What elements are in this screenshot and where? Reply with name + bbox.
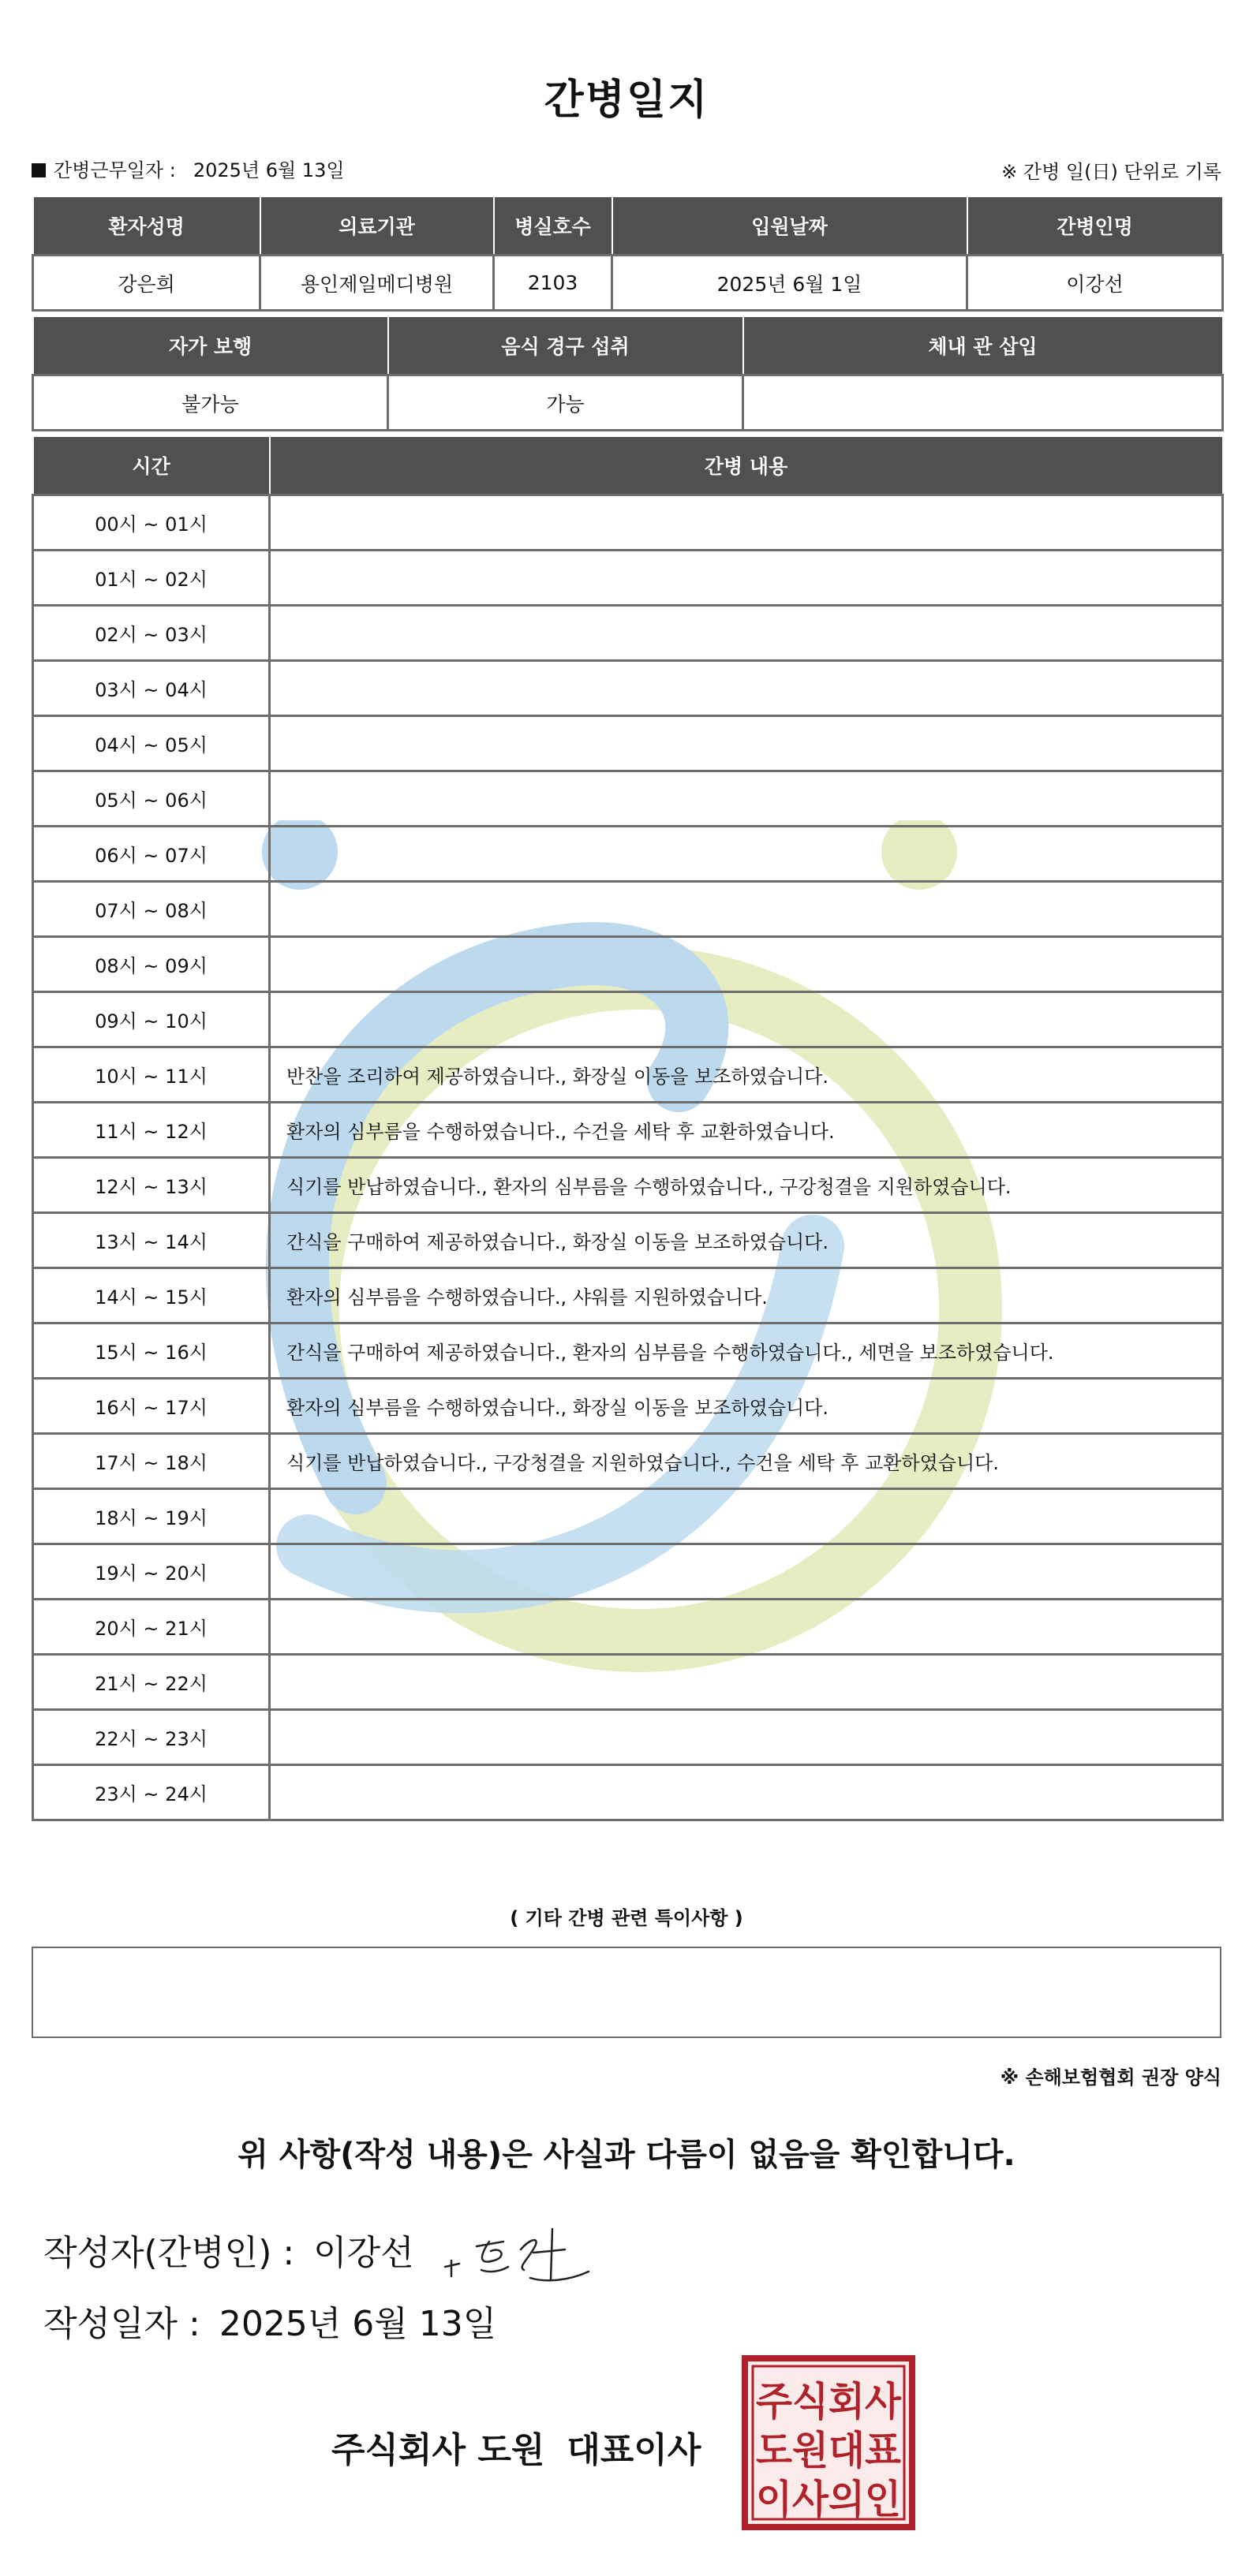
work-date-row [32, 155, 345, 182]
log-row [33, 1600, 1223, 1655]
log-time-cell: 09시 ~ 10시 [33, 992, 270, 1047]
log-time-cell: 13시 ~ 14시 [33, 1213, 270, 1268]
written-date-row [43, 2295, 496, 2346]
log-row [33, 716, 1223, 771]
writer-row [43, 2224, 414, 2275]
log-content-cell: 반찬을 조리하여 제공하였습니다., 화장실 이동을 보조하였습니다. [270, 1047, 1223, 1103]
log-time-cell: 04시 ~ 05시 [33, 716, 270, 771]
log-time-cell: 05시 ~ 06시 [33, 771, 270, 827]
log-content-cell [270, 992, 1223, 1047]
log-content-cell: 환자의 심부름을 수행하였습니다., 화장실 이동을 보조하였습니다. [270, 1379, 1223, 1434]
log-row [33, 1544, 1223, 1600]
log-row [33, 661, 1223, 716]
status-header: 음식 경구 섭취 [388, 317, 743, 375]
log-time-cell: 07시 ~ 08시 [33, 882, 270, 937]
log-row [33, 882, 1223, 937]
company-name: 주식회사 도원 [331, 2430, 545, 2470]
status-header: 자가 보행 [33, 317, 388, 375]
status-header: 체내 관 삽입 [743, 317, 1223, 375]
handwritten-signature [442, 2215, 600, 2286]
log-body [33, 495, 1223, 1820]
log-content-cell [270, 771, 1223, 827]
log-time-cell: 03시 ~ 04시 [33, 661, 270, 716]
log-content-cell: 식기를 반납하였습니다., 환자의 심부름을 수행하였습니다., 구강청결을 지원하였습니다. [270, 1158, 1223, 1213]
tube-status [743, 375, 1223, 431]
patient-status-table [32, 317, 1224, 431]
status-value-row [33, 375, 1223, 431]
company-row [331, 2421, 701, 2472]
caregiver-name: 이강선 [967, 256, 1223, 311]
log-time-cell: 01시 ~ 02시 [33, 551, 270, 606]
log-row [33, 1268, 1223, 1323]
log-row [33, 827, 1223, 882]
log-row [33, 1323, 1223, 1379]
log-time-cell: 12시 ~ 13시 [33, 1158, 270, 1213]
status-header-row [33, 317, 1223, 375]
log-content-cell [270, 1710, 1223, 1765]
log-content-cell [270, 551, 1223, 606]
log-content-cell: 환자의 심부름을 수행하였습니다., 수건을 세탁 후 교환하였습니다. [270, 1103, 1223, 1158]
log-content-cell: 환자의 심부름을 수행하였습니다., 샤워를 지원하였습니다. [270, 1268, 1223, 1323]
content-header: 간병 내용 [270, 437, 1223, 495]
log-time-cell: 18시 ~ 19시 [33, 1489, 270, 1544]
patient-header: 환자성명 [33, 197, 260, 256]
special-notes-title: ( 기타 간병 관련 특이사항 ) [510, 1907, 743, 1929]
log-row [33, 1434, 1223, 1489]
patient-header: 간병인명 [967, 197, 1223, 256]
patient-info-table [32, 197, 1224, 312]
log-row [33, 551, 1223, 606]
log-time-cell: 21시 ~ 22시 [33, 1655, 270, 1710]
log-row [33, 937, 1223, 992]
hospital-name: 용인제일메디병원 [260, 256, 494, 311]
log-header-row [33, 437, 1223, 495]
oral-intake-status: 가능 [388, 375, 743, 431]
writer-label: 작성자(간병인) : [43, 2233, 295, 2273]
log-row [33, 1103, 1223, 1158]
confirmation-statement: 위 사항(작성 내용)은 사실과 다름이 없음을 확인합니다. [238, 2137, 1015, 2173]
log-content-cell [270, 1544, 1223, 1600]
seal-text-line: 이사의인 [756, 2477, 901, 2522]
log-row [33, 1765, 1223, 1820]
admission-date: 2025년 6월 1일 [612, 256, 967, 311]
log-row [33, 1379, 1223, 1434]
written-date-value: 2025년 6월 13일 [219, 2304, 497, 2344]
log-row [33, 1489, 1223, 1544]
log-content-cell [270, 716, 1223, 771]
log-content-cell [270, 882, 1223, 937]
record-unit-note: ※ 간병 일(日) 단위로 기록 [1001, 161, 1221, 183]
log-content-cell: 간식을 구매하여 제공하였습니다., 화장실 이동을 보조하였습니다. [270, 1213, 1223, 1268]
seal-text-line: 주식회사 [756, 2379, 902, 2425]
log-time-cell: 19시 ~ 20시 [33, 1544, 270, 1600]
log-time-cell: 16시 ~ 17시 [33, 1379, 270, 1434]
log-time-cell: 02시 ~ 03시 [33, 606, 270, 661]
log-row [33, 992, 1223, 1047]
log-row [33, 1213, 1223, 1268]
log-row [33, 771, 1223, 827]
log-content-cell [270, 606, 1223, 661]
page-title: 간병일지 [544, 77, 709, 124]
log-row [33, 1158, 1223, 1213]
log-row [33, 606, 1223, 661]
log-time-cell: 15시 ~ 16시 [33, 1323, 270, 1379]
time-header: 시간 [33, 437, 270, 495]
log-content-cell: 간식을 구매하여 제공하였습니다., 환자의 심부름을 수행하였습니다., 세면을 보조하였습니다. [270, 1323, 1223, 1379]
square-bullet-icon [32, 163, 46, 177]
log-row [33, 1655, 1223, 1710]
patient-name: 강은희 [33, 256, 260, 311]
room-number: 2103 [494, 256, 612, 311]
log-time-cell: 08시 ~ 09시 [33, 937, 270, 992]
patient-header-row [33, 197, 1223, 256]
form-source-note: ※ 손해보험협회 권장 양식 [1000, 2066, 1221, 2089]
work-date-label: 간병근무일자 : [54, 159, 176, 181]
walking-status: 불가능 [33, 375, 388, 431]
written-date-label: 작성일자 : [43, 2304, 200, 2344]
patient-header: 병실호수 [494, 197, 612, 256]
log-time-cell: 00시 ~ 01시 [33, 495, 270, 551]
patient-value-row [33, 256, 1223, 311]
log-time-cell: 10시 ~ 11시 [33, 1047, 270, 1103]
log-row [33, 495, 1223, 551]
company-seal-stamp [740, 2354, 917, 2532]
patient-header: 의료기관 [260, 197, 494, 256]
special-notes-box [32, 1947, 1221, 2038]
log-content-cell [270, 495, 1223, 551]
log-content-cell [270, 827, 1223, 882]
log-time-cell: 17시 ~ 18시 [33, 1434, 270, 1489]
log-content-cell: 식기를 반납하였습니다., 구강청결을 지원하였습니다., 수건을 세탁 후 교환하였습니다. [270, 1434, 1223, 1489]
representative-title: 대표이사 [567, 2430, 701, 2470]
log-row [33, 1710, 1223, 1765]
log-time-cell: 11시 ~ 12시 [33, 1103, 270, 1158]
log-content-cell [270, 661, 1223, 716]
log-time-cell: 20시 ~ 21시 [33, 1600, 270, 1655]
log-row [33, 1047, 1223, 1103]
work-date-value: 2025년 6월 13일 [193, 159, 345, 181]
log-content-cell [270, 1655, 1223, 1710]
care-log-table [32, 437, 1224, 1821]
log-content-cell [270, 1765, 1223, 1820]
patient-header: 입원날짜 [612, 197, 967, 256]
log-content-cell [270, 1489, 1223, 1544]
log-time-cell: 22시 ~ 23시 [33, 1710, 270, 1765]
writer-name: 이강선 [313, 2233, 414, 2273]
log-time-cell: 14시 ~ 15시 [33, 1268, 270, 1323]
log-time-cell: 06시 ~ 07시 [33, 827, 270, 882]
log-time-cell: 23시 ~ 24시 [33, 1765, 270, 1820]
log-content-cell [270, 937, 1223, 992]
seal-text-line: 도원대표 [756, 2428, 902, 2473]
log-content-cell [270, 1600, 1223, 1655]
